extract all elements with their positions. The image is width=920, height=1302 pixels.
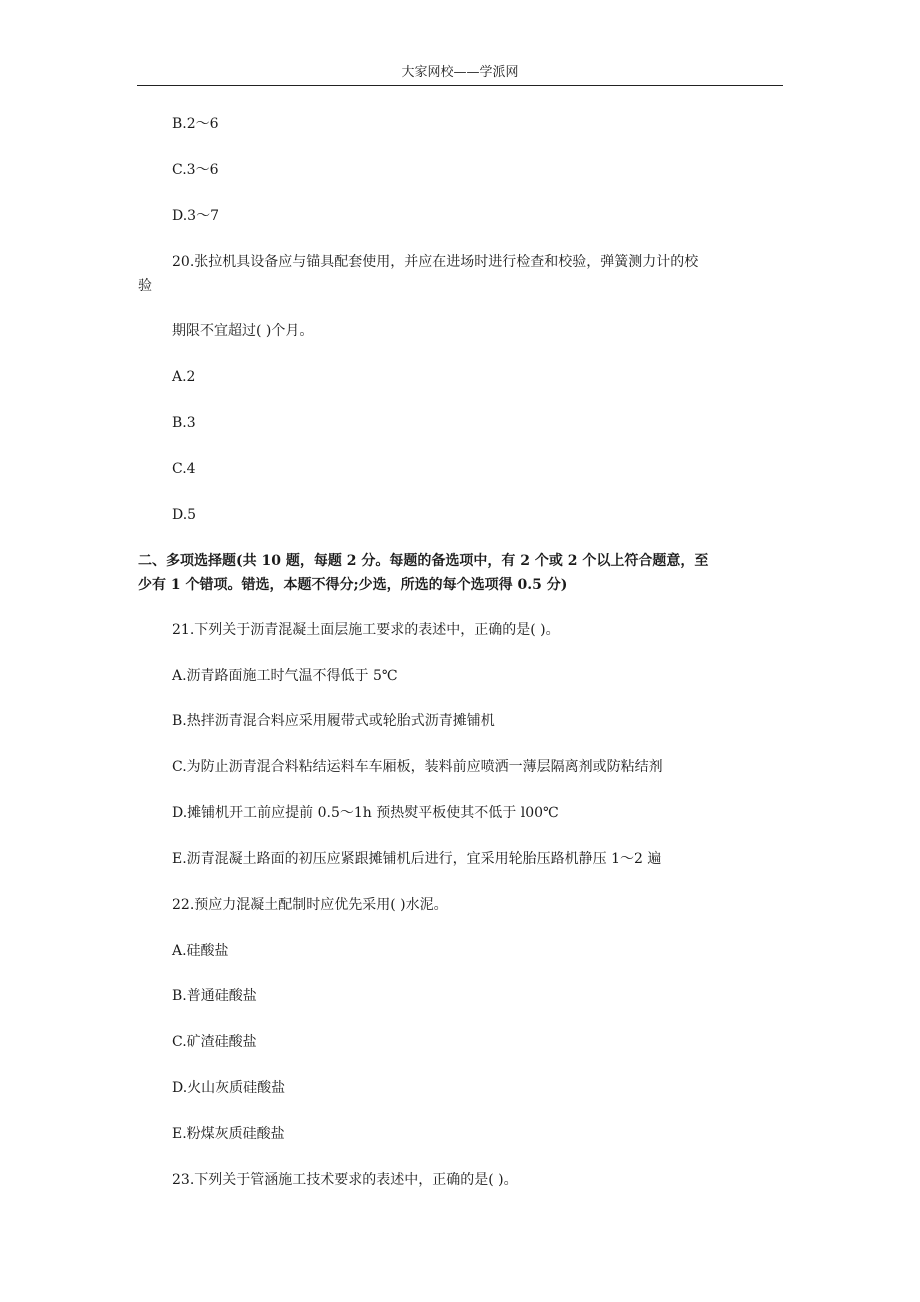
q21-stem: 21.下列关于沥青混凝土面层施工要求的表述中，正确的是( )。	[172, 622, 560, 638]
q22-option-c: C.矿渣硅酸盐	[172, 1034, 257, 1050]
q22-option-e: E.粉煤灰质硅酸盐	[172, 1126, 285, 1142]
q21-option-e: E.沥青混凝土路面的初压应紧跟摊铺机后进行，宜采用轮胎压路机静压 1～2 遍	[172, 851, 662, 867]
q20-option-a: A.2	[172, 369, 196, 385]
q21-option-b: B.热拌沥青混合料应采用履带式或轮胎式沥青摊铺机	[172, 713, 495, 729]
q21-option-a: A.沥青路面施工时气温不得低于 5℃	[172, 668, 398, 684]
q20-stem-line2: 期限不宜超过( )个月。	[172, 323, 314, 339]
q22-option-d: D.火山灰质硅酸盐	[172, 1080, 286, 1096]
page-header	[137, 60, 783, 86]
q20-option-d: D.5	[172, 507, 197, 523]
q23-stem: 23.下列关于管涵施工技术要求的表述中，正确的是( )。	[172, 1172, 518, 1188]
q20-option-c: C.4	[172, 461, 196, 477]
q21-option-c: C.为防止沥青混合料粘结运料车车厢板，装料前应喷洒一薄层隔离剂或防粘结剂	[172, 759, 663, 775]
q22-option-b: B.普通硅酸盐	[172, 988, 257, 1004]
q19-option-c: C.3～6	[172, 162, 219, 178]
q20-option-b: B.3	[172, 415, 196, 431]
q20-stem-wrap: 验	[138, 278, 152, 294]
q21-option-d: D.摊铺机开工前应提前 0.5～1h 预热熨平板使其不低于 l00℃	[172, 805, 559, 821]
q20-stem-line1: 20.张拉机具设备应与锚具配套使用，并应在进场时进行检查和校验，弹簧测力计的校	[172, 254, 699, 270]
q19-option-d: D.3～7	[172, 208, 219, 224]
header-site-name: 大家网校——学派网	[401, 65, 519, 80]
q19-option-b: B.2～6	[172, 116, 219, 132]
section2-heading-line2: 少有 1 个错项。错选，本题不得分;少选，所选的每个选项得 0.5 分)	[138, 577, 568, 593]
section2-heading-line1: 二、多项选择题(共 10 题，每题 2 分。每题的备选项中，有 2 个或 2 个以上符合题意，至	[138, 553, 709, 569]
q22-stem: 22.预应力混凝土配制时应优先采用( )水泥。	[172, 897, 448, 913]
q22-option-a: A.硅酸盐	[172, 943, 229, 959]
